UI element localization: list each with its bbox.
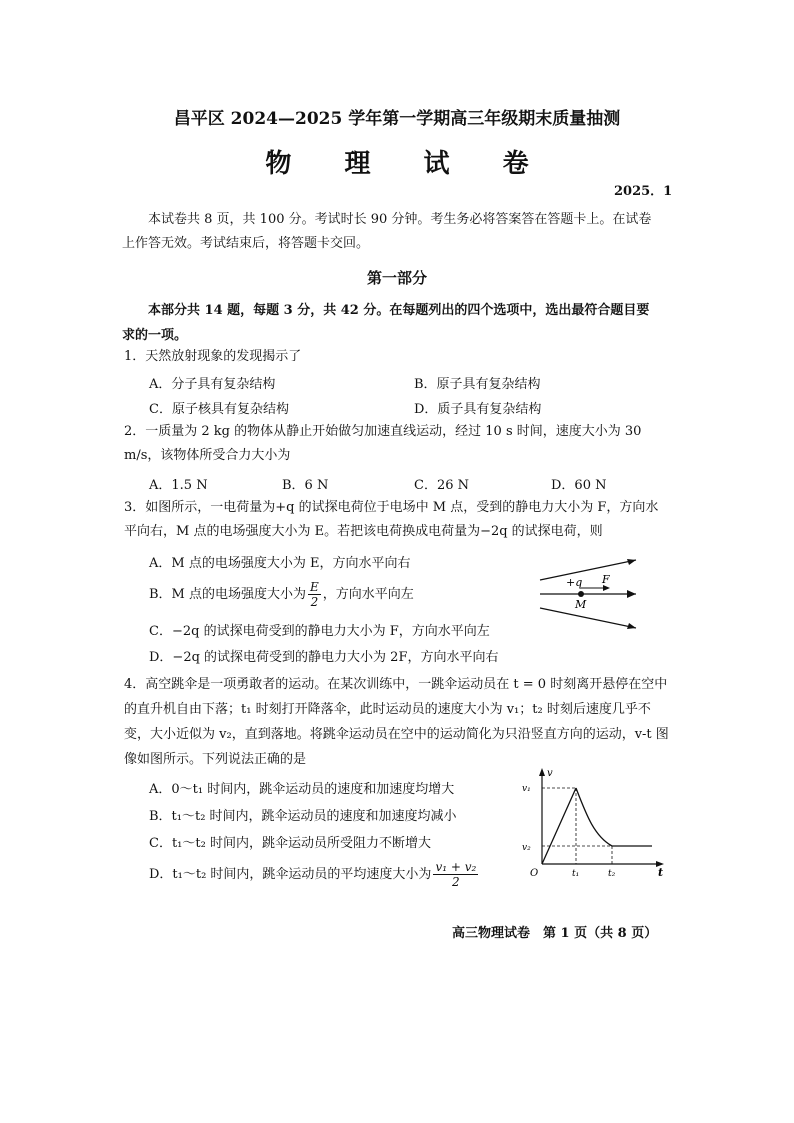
q2-option-b: B．6 N: [282, 478, 329, 493]
q4-option-d-text: D．t₁～t₂ 时间内，跳伞运动员的平均速度大小为: [149, 867, 432, 882]
exam-instructions: 本试卷共 8 页，共 100 分。考试时长 90 分钟。考生务必将答案答在答题卡上。在试卷上作答无效。考试结束后，将答题卡交回。: [122, 212, 652, 251]
exam-date: 2025．1: [614, 184, 673, 199]
t2-label: t₂: [608, 869, 616, 879]
electric-field-diagram: [536, 550, 646, 634]
fraction-denominator: 2: [452, 875, 460, 889]
fraction-numerator: v₁ + v₂: [435, 860, 477, 874]
q2-option-a: A．1.5 N: [149, 478, 208, 493]
acceleration-segment: [542, 788, 576, 864]
q3-option-a: A．M 点的电场强度大小为 E，方向水平向右: [149, 556, 411, 571]
field-line-middle-arrow: [627, 590, 636, 598]
field-line-top: [540, 560, 636, 580]
q3-option-b-suffix: ，方向水平向左: [322, 587, 414, 602]
q3-option-b: [149, 580, 414, 609]
q1-option-d: D．质子具有复杂结构: [414, 402, 542, 417]
q4-option-d: [149, 860, 480, 889]
q1-option-c: C．原子核具有复杂结构: [149, 402, 289, 417]
test-charge-point: [578, 591, 584, 597]
q3-stem: 3．如图所示，一电荷量为+q 的试探电荷位于电场中 M 点，受到的静电力大小为 F，方向水平向右，M 点的电场强度大小为 E。若把该电荷换成电荷量为−2q 的试探电荷，则: [124, 500, 659, 539]
point-label: M: [575, 598, 587, 611]
subject-title: 物 理 试 卷: [265, 149, 551, 179]
q3-option-d: D．−2q 的试探电荷受到的静电力大小为 2F，方向水平向右: [149, 650, 499, 665]
t1-label: t₁: [572, 869, 580, 879]
q3-option-b-fraction: [308, 580, 321, 609]
v2-label: v₂: [522, 843, 531, 853]
q1-option-b: B．原子具有复杂结构: [414, 377, 541, 392]
part-one-description: 本部分共 14 题，每题 3 分，共 42 分。在每题列出的四个选项中，选出最符合题目要求的一项。: [122, 303, 650, 343]
field-line-bottom: [540, 608, 636, 628]
field-line-bottom-arrow: [627, 623, 636, 629]
deceleration-curve: [576, 788, 652, 846]
t-axis-label: t: [658, 866, 664, 879]
field-line-top-arrow: [627, 559, 636, 565]
velocity-time-graph: [520, 764, 670, 880]
q4-option-c: C．t₁～t₂ 时间内，跳伞运动员所受阻力不断增大: [149, 836, 431, 851]
origin-label: O: [530, 868, 539, 879]
v1-label: v₁: [522, 784, 531, 794]
q4-option-a: A．0～t₁ 时间内，跳伞运动员的速度和加速度均增大: [149, 782, 455, 797]
q2-stem: 2．一质量为 2 kg 的物体从静止开始做匀加速直线运动，经过 10 s 时间，速度大小为 30 m/s，该物体所受合力大小为: [124, 424, 642, 463]
q4-option-b: B．t₁～t₂ 时间内，跳伞运动员的速度和加速度均减小: [149, 809, 457, 824]
q2-option-c: C．26 N: [414, 478, 469, 493]
force-label: F: [602, 573, 610, 586]
page-footer: 高三物理试卷 第 1 页（共 8 页）: [452, 926, 658, 941]
q1-option-a: A．分子具有复杂结构: [149, 377, 276, 392]
q3-option-b-text: B．M 点的电场强度大小为: [149, 587, 306, 602]
q4-stem: 4．高空跳伞是一项勇敢者的运动。在某次训练中，一跳伞运动员在 t = 0 时刻离开悬停在空中的直升机自由下落；t₁ 时刻打开降落伞，此时运动员的速度大小为 v₁；t₂ 时刻后速度几乎不变，大小近似为 v₂，直到落地。将跳伞运动员在空中的运动简化为只沿竖直方向的运动，v-t 图像如图所示。下列说法正确的是: [124, 677, 669, 767]
q1-stem: 1．天然放射现象的发现揭示了: [124, 349, 302, 364]
exam-title: 昌平区 2024—2025 学年第一学期高三年级期末质量抽测: [173, 109, 621, 129]
q2-option-d: D．60 N: [551, 478, 607, 493]
fraction-denominator: 2: [310, 595, 319, 609]
q3-option-c: C．−2q 的试探电荷受到的静电力大小为 F，方向水平向左: [149, 624, 490, 639]
fraction-numerator: E: [310, 580, 319, 594]
v-axis-arrow: [539, 768, 545, 776]
v-axis-label: v: [547, 768, 553, 779]
charge-label: +q: [566, 576, 583, 589]
part-one-title: 第一部分: [366, 269, 427, 287]
q4-option-d-fraction: [433, 860, 478, 889]
